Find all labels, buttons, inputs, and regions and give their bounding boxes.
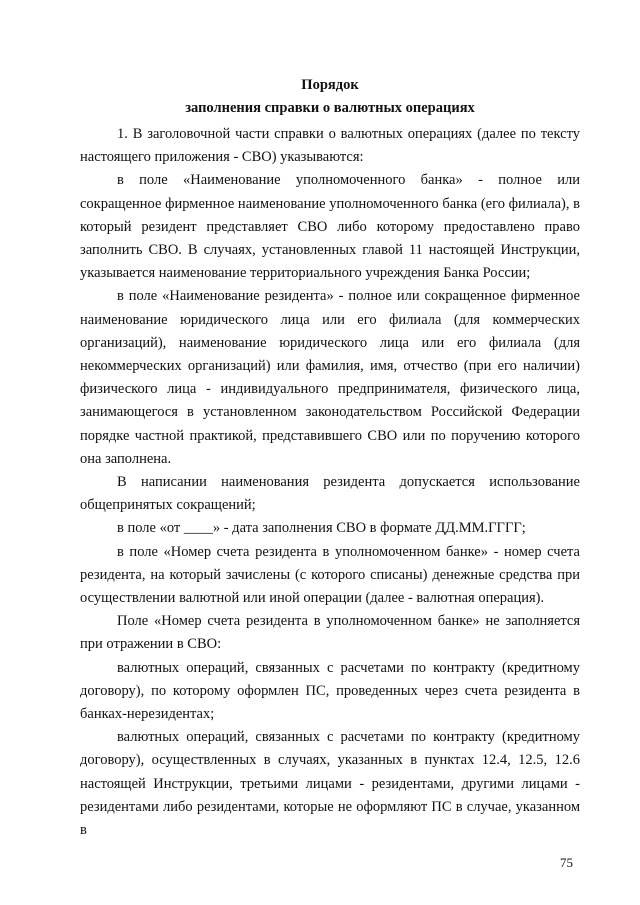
document-title: Порядок bbox=[301, 77, 359, 93]
paragraph-6: в поле «Номер счета резидента в уполномоченном банке» - номер счета резидента, на который зачислены (с которого списаны) денежные средства при осуществлении валютной или иной операции (далее - валютная операция). bbox=[80, 543, 580, 607]
paragraph-1: 1. В заголовочной части справки о валютных операциях (далее по тексту настоящего приложения - СВО) указываются: bbox=[80, 126, 580, 166]
paragraph-3: в поле «Наименование резидента» - полное или сокращенное фирменное наименование юридического лица или его филиала (для коммерческих организаций), наименование юридического лица или его филиала (для некоммерческих организаций) или фамилия, имя, отчество (при его наличии) физического лица - индивидуального предпринимателя, физического лица, занимающегося в установленном законодательством Российской Федерации порядке частной практикой, представившего СВО или по поручению которого она заполнена. bbox=[80, 288, 580, 467]
paragraph-9: валютных операций, связанных с расчетами по контракту (кредитному договору), осуществленных в случаях, указанных в пунктах 12.4, 12.5, 12.6 настоящей Инструкции, третьими лицами - резидентами, другими лицами - резидентами либо резидентами, которые не оформляют ПС в случае, указанном в bbox=[80, 729, 580, 839]
paragraph-7: Поле «Номер счета резидента в уполномоченном банке» не заполняется при отражении в СВО: bbox=[80, 613, 580, 653]
document-body bbox=[80, 123, 580, 842]
paragraph-2: в поле «Наименование уполномоченного банка» - полное или сокращенное фирменное наименование уполномоченного банка (его филиала), в который резидент представляет СВО либо которому предоставлено право заполнить СВО. В случаях, установленных главой 11 настоящей Инструкции, указывается наименование территориального учреждения Банка России; bbox=[80, 172, 580, 282]
paragraph-4: В написании наименования резидента допускается использование общепринятых сокращений; bbox=[80, 474, 580, 514]
document-subtitle: заполнения справки о валютных операциях bbox=[185, 100, 475, 116]
page-number: 75 bbox=[560, 855, 573, 870]
paragraph-8: валютных операций, связанных с расчетами по контракту (кредитному договору), по которому оформлен ПС, проведенных через счета резидента в банках-нерезидентах; bbox=[80, 659, 580, 723]
paragraph-5: в поле «от ____» - дата заполнения СВО в формате ДД.ММ.ГГГГ; bbox=[117, 520, 526, 537]
